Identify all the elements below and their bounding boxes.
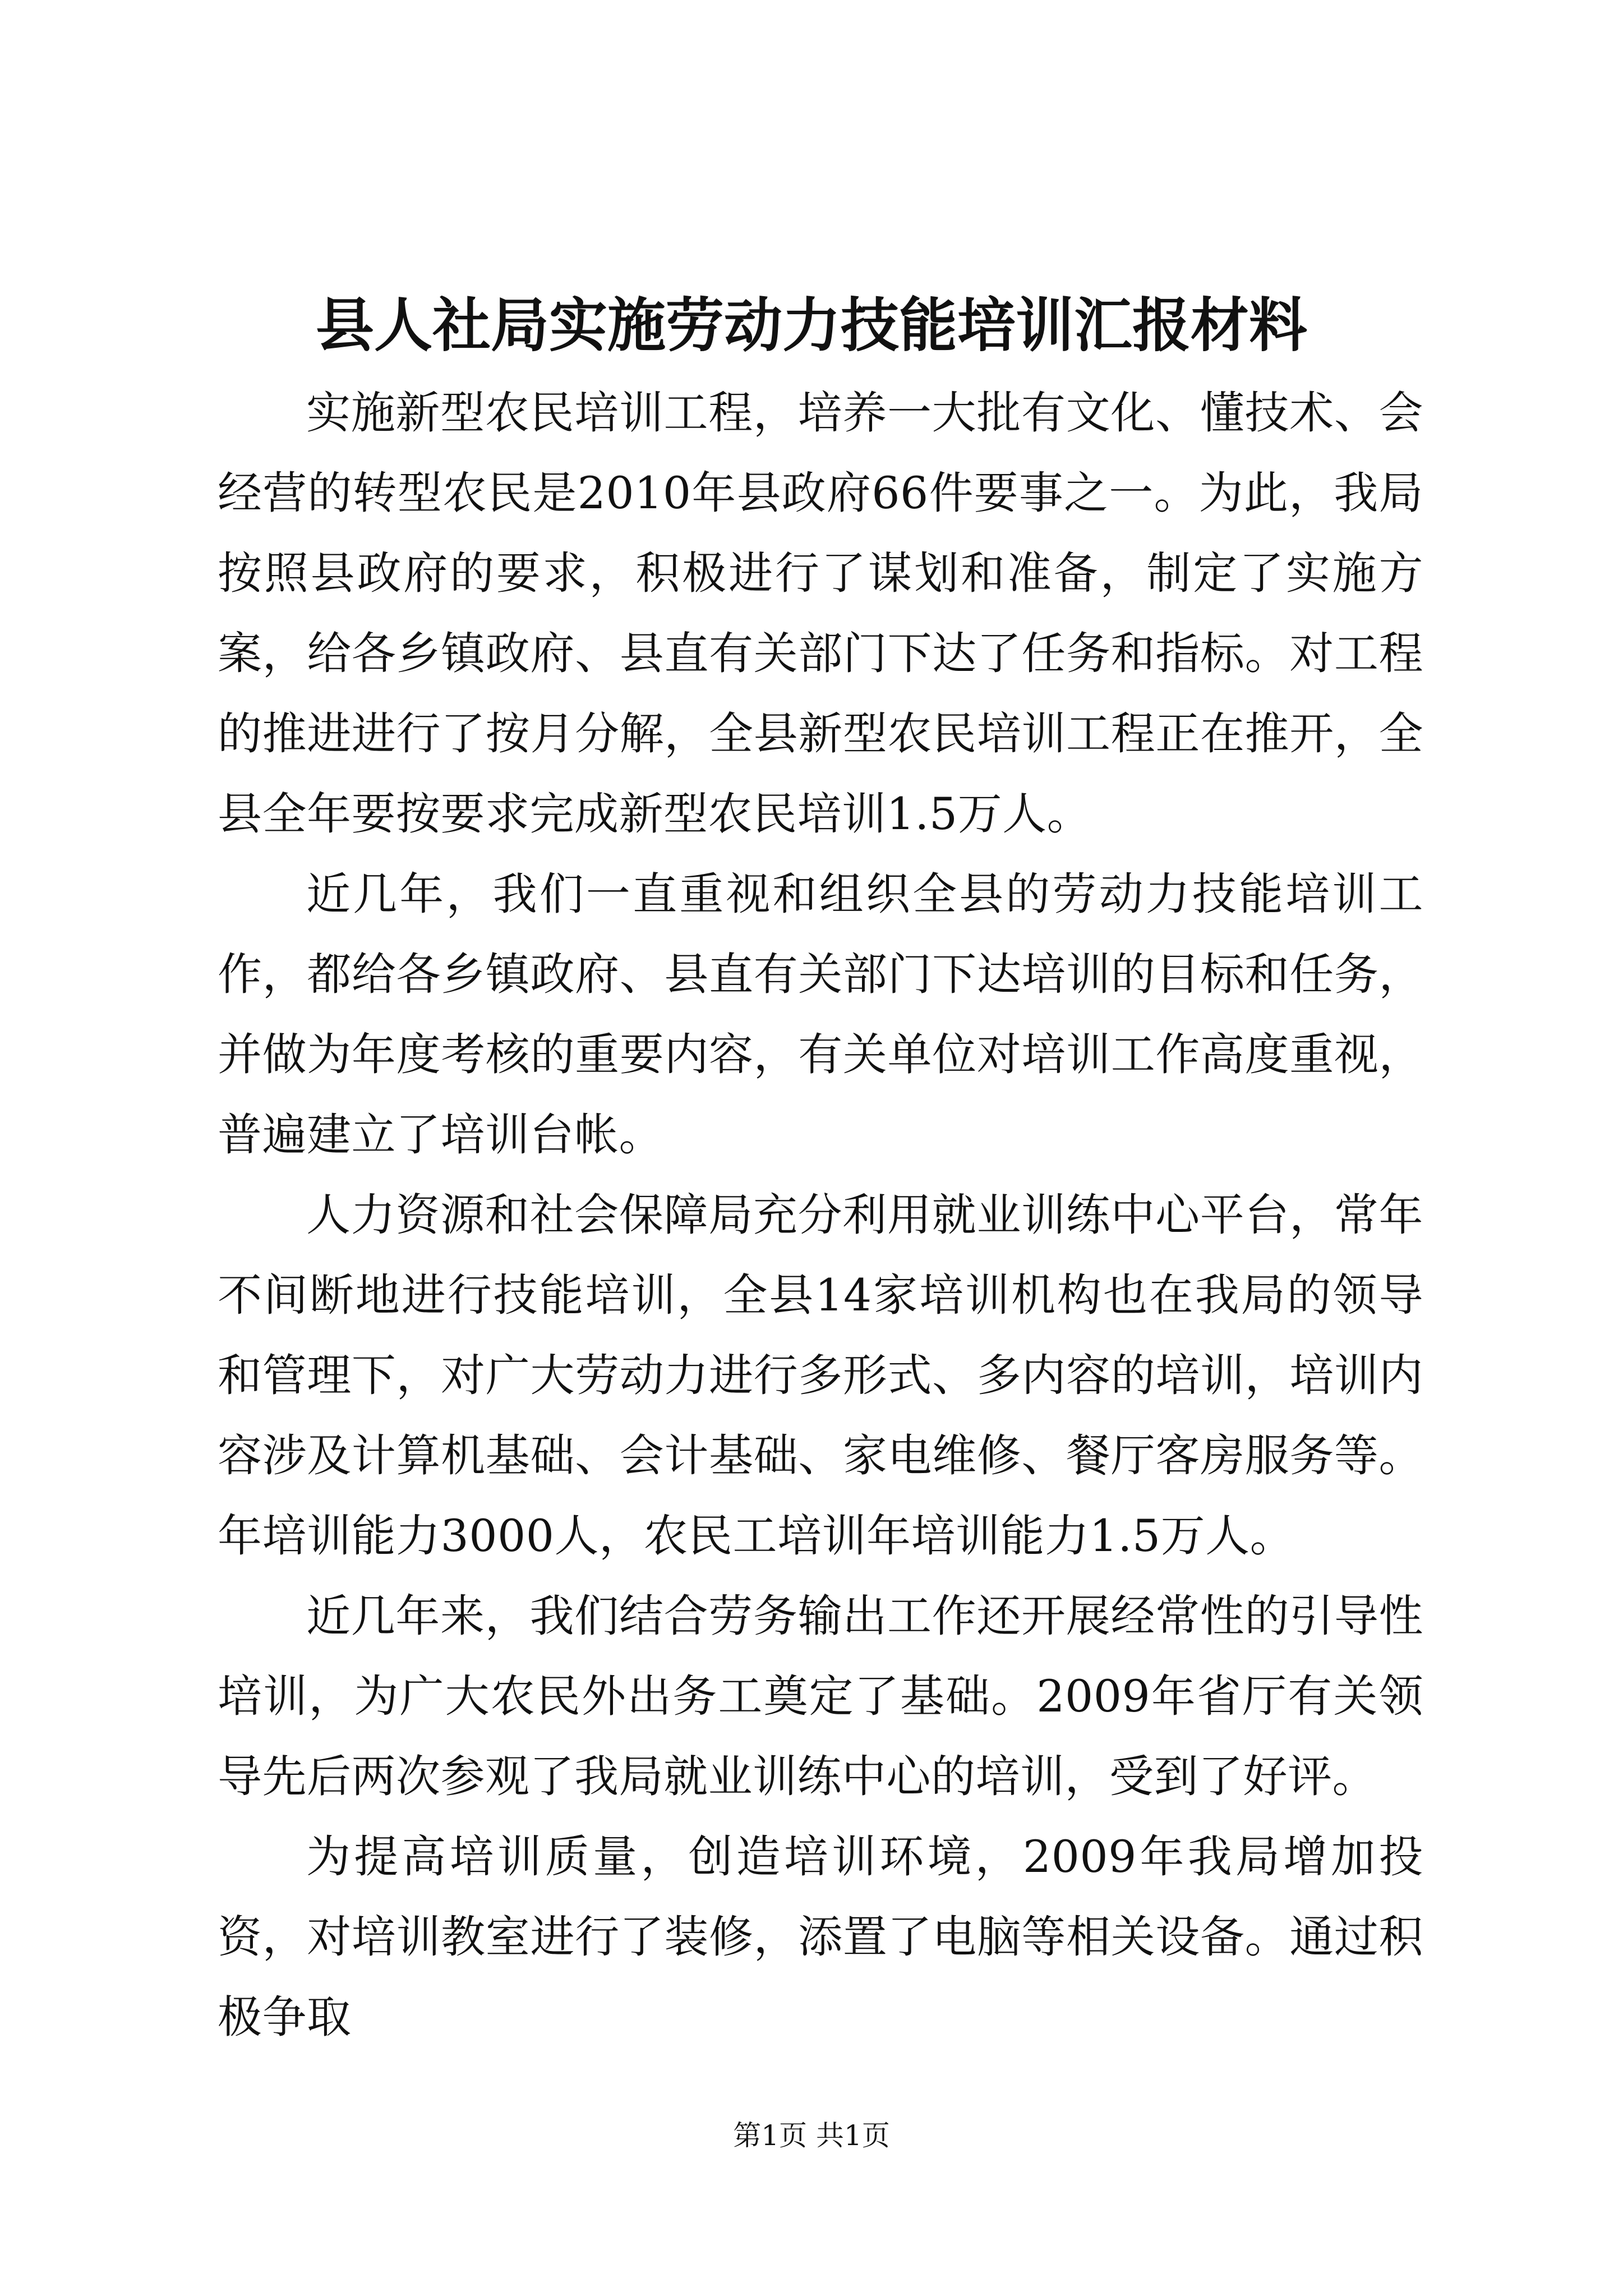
paragraph-1: 实施新型农民培训工程，培养一大批有文化、懂技术、会经营的转型农民是2010年县政府66件要事之一。为此，我局按照县政府的要求，积极进行了谋划和准备，制定了实施方案，给各乡镇政府、县直有关部门下达了任务和指标。对工程的推进进行了按月分解，全县新型农民培训工程正在推开，全县全年要按要求完成新型农民培训1.5万人。 xyxy=(218,387,1423,840)
document-title: 县人社局实施劳动力技能培训汇报材料 xyxy=(315,291,1307,360)
document-body xyxy=(218,373,1423,2058)
paragraph-3: 人力资源和社会保障局充分利用就业训练中心平台，常年不间断地进行技能培训，全县14家培训机构也在我局的领导和管理下，对广大劳动力进行多形式、多内容的培训，培训内容涉及计算机基础、会计基础、家电维修、餐厅客房服务等。年培训能力3000人，农民工培训年培训能力1.5万人。 xyxy=(218,1189,1423,1562)
paragraph-4: 近几年来，我们结合劳务输出工作还开展经常性的引导性培训，为广大农民外出务工奠定了基础。2009年省厅有关领导先后两次参观了我局就业训练中心的培训，受到了好评。 xyxy=(218,1590,1423,1802)
paragraph-5: 为提高培训质量，创造培训环境，2009年我局增加投资，对培训教室进行了装修，添置了电脑等相关设备。通过积极争取 xyxy=(218,1831,1423,2043)
paragraph-2: 近几年，我们一直重视和组织全县的劳动力技能培训工作，都给各乡镇政府、县直有关部门下达培训的目标和任务，并做为年度考核的重要内容，有关单位对培训工作高度重视，普遍建立了培训台帐。 xyxy=(218,868,1423,1161)
page-footer: 第1页 共1页 xyxy=(733,2119,890,2152)
